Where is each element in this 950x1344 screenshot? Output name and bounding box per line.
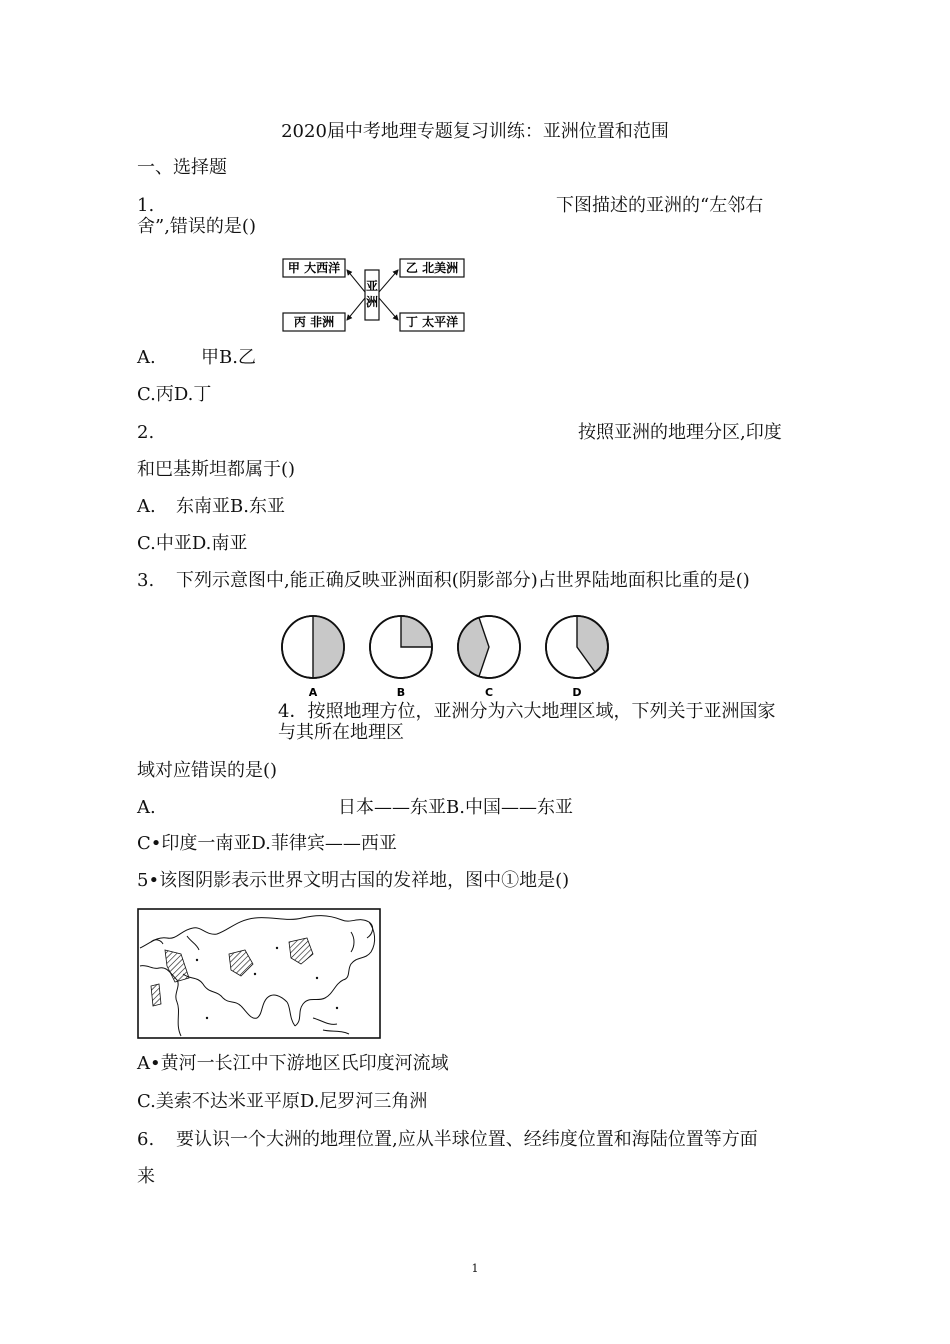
q1-number: 1. <box>137 195 155 216</box>
q2-options-cd: C.中亚D.南亚 <box>137 533 248 554</box>
pie-a-shade <box>313 616 344 678</box>
q4-options-ab: 日本——东亚B.中国——东亚 <box>338 797 573 818</box>
q2-number: 2. <box>137 422 155 443</box>
q5-map-figure <box>137 908 382 1040</box>
q1-stem: 下图描述的亚洲的“左邻右 <box>556 195 764 216</box>
q2-stem: 按照亚洲的地理分区,印度 <box>578 422 782 443</box>
box-left-top-label: 甲 大西洋 <box>287 261 341 275</box>
q4-option-a-label: A. <box>137 797 156 818</box>
q2-option-a-label: A. <box>137 496 156 517</box>
q5-options-cd: C.美索不达米亚平原D.尼罗河三角洲 <box>137 1091 428 1112</box>
box-left-top <box>283 259 345 277</box>
box-right-top-label: 乙 北美洲 <box>405 261 459 275</box>
box-center <box>365 270 379 320</box>
pie-c <box>458 616 520 699</box>
box-left-bottom <box>283 313 345 331</box>
box-center-char-1: 亚 <box>365 279 379 293</box>
box-center-char-2: 洲 <box>365 295 379 309</box>
page-title: 2020届中考地理专题复习训练：亚洲位置和范围 <box>281 121 669 142</box>
pie-a-label: A <box>308 686 318 699</box>
q1-option-a-label: A. <box>137 347 156 368</box>
q1-options-ab: 甲B.乙 <box>201 347 256 368</box>
section-heading: 一、选择题 <box>137 157 227 178</box>
q6-stem-cont: 来 <box>137 1166 155 1187</box>
box-right-bottom-label: 丁 太平洋 <box>405 315 459 329</box>
q1-options-cd: C.丙D.丁 <box>137 384 212 405</box>
pie-b-label: B <box>396 686 406 699</box>
q5-options-ab: A•黄河一长江中下游地区氏印度河流域 <box>137 1053 449 1074</box>
q3-stem: 下列示意图中,能正确反映亚洲面积(阴影部分)占世界陆地面积比重的是() <box>176 570 750 591</box>
box-right-bottom <box>400 313 464 331</box>
q4-stem-line2: 与其所在地理区 <box>278 722 404 743</box>
box-left-bottom-label: 丙 非洲 <box>293 315 335 329</box>
pie-d <box>546 616 608 699</box>
pie-b <box>370 616 432 699</box>
pie-c-label: C <box>484 686 494 699</box>
q4-stem-line1: 4．按照地理方位，亚洲分为六大地理区域，下列关于亚洲国家 <box>278 701 776 722</box>
q4-stem-line3: 域对应错误的是() <box>137 760 278 781</box>
page-number: 1 <box>471 1262 479 1275</box>
pie-d-label: D <box>572 686 582 699</box>
q2-options-ab: 东南亚B.东亚 <box>176 496 285 517</box>
q4-options-cd: C•印度一南亚D.菲律宾——西亚 <box>137 833 397 854</box>
q5-stem: 5•该图阴影表示世界文明古国的发祥地，图中①地是() <box>137 870 570 891</box>
q3-pie-figure <box>276 610 616 702</box>
region-nile <box>151 984 161 1006</box>
pie-a <box>282 616 344 699</box>
box-right-top <box>400 259 464 277</box>
q3-number: 3. <box>137 570 155 591</box>
q6-number: 6. <box>137 1129 155 1150</box>
q1-diagram <box>280 252 470 334</box>
q2-stem-cont: 和巴基斯坦都属于() <box>137 459 296 480</box>
q6-stem: 要认识一个大洲的地理位置,应从半球位置、经纬度位置和海陆位置等方面 <box>176 1129 758 1150</box>
q1-stem-cont: 舍”,错误的是() <box>137 216 256 237</box>
